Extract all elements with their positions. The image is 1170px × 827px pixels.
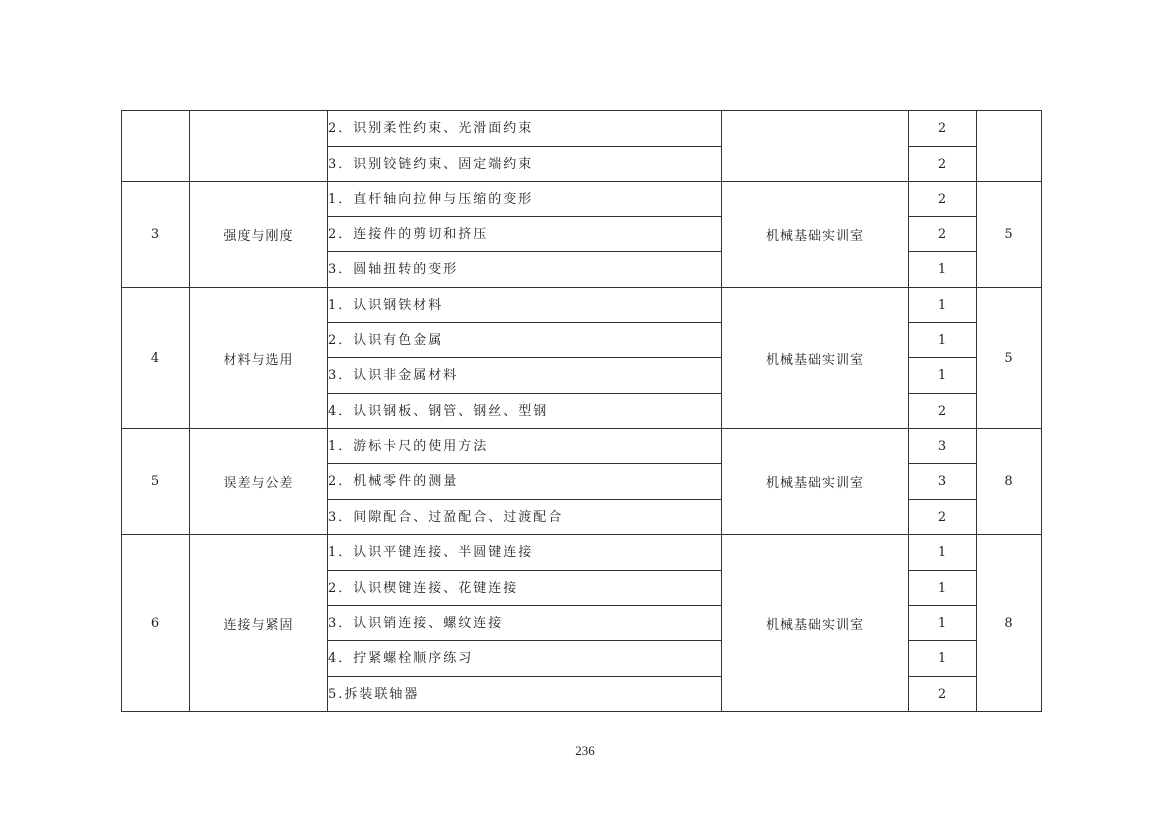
task-item-text: 1．认识平键连接、半圆键连接 xyxy=(328,545,534,560)
task-item-text: 4．认识钢板、钢管、钢丝、型钢 xyxy=(328,403,549,419)
task-item-cell xyxy=(328,429,722,464)
hours-cell: 1 xyxy=(909,535,977,571)
hours-cell: 1 xyxy=(909,606,977,641)
table-row xyxy=(122,429,1042,464)
task-item-text: 2．识别柔性约束、光滑面约束 xyxy=(328,121,534,136)
task-item-text: 1．认识钢铁材料 xyxy=(328,297,444,313)
hours-cell: 1 xyxy=(909,571,977,606)
hours-cell: 3 xyxy=(909,464,977,500)
group-number-cell xyxy=(122,111,190,182)
task-item-cell xyxy=(328,677,722,712)
hours-cell: 1 xyxy=(909,323,977,358)
group-number-cell: 4 xyxy=(122,288,190,429)
table-row xyxy=(122,111,1042,147)
task-item-text: 2．认识楔键连接、花键连接 xyxy=(328,580,519,596)
total-hours-cell: 5 xyxy=(977,182,1042,288)
lab-cell: 机械基础实训室 xyxy=(722,288,909,429)
table-row xyxy=(122,535,1042,571)
hours-cell: 2 xyxy=(909,394,977,429)
lab-cell xyxy=(722,111,909,182)
group-number-cell: 6 xyxy=(122,535,190,712)
hours-cell: 2 xyxy=(909,111,977,147)
lab-cell: 机械基础实训室 xyxy=(722,182,909,288)
task-item-cell xyxy=(328,182,722,217)
hours-cell: 1 xyxy=(909,288,977,323)
total-hours-cell: 5 xyxy=(977,288,1042,429)
task-item-text: 2．机械零件的测量 xyxy=(328,474,459,489)
task-item-cell xyxy=(328,147,722,182)
task-item-text: 4．拧紧螺栓顺序练习 xyxy=(328,651,474,666)
task-item-text: 3．认识销连接、螺纹连接 xyxy=(328,615,504,631)
curriculum-table xyxy=(121,110,1042,712)
hours-cell: 1 xyxy=(909,252,977,288)
hours-cell: 1 xyxy=(909,641,977,677)
task-item-text: 3．认识非金属材料 xyxy=(328,368,459,383)
task-item-text: 3．间隙配合、过盈配合、过渡配合 xyxy=(328,509,564,525)
hours-cell: 2 xyxy=(909,677,977,712)
group-number-cell: 3 xyxy=(122,182,190,288)
total-hours-cell: 8 xyxy=(977,535,1042,712)
hours-cell: 2 xyxy=(909,500,977,535)
task-item-cell xyxy=(328,252,722,288)
page-number: 236 xyxy=(575,743,595,758)
task-item-text: 5.拆装联轴器 xyxy=(328,686,420,702)
lab-cell: 机械基础实训室 xyxy=(722,429,909,535)
task-item-text: 2．认识有色金属 xyxy=(328,332,444,348)
total-hours-cell: 8 xyxy=(977,429,1042,535)
module-name-cell xyxy=(190,111,328,182)
task-item-cell xyxy=(328,394,722,429)
task-item-text: 2．连接件的剪切和挤压 xyxy=(328,226,489,242)
table-row xyxy=(122,182,1042,217)
task-item-cell xyxy=(328,358,722,394)
hours-cell: 2 xyxy=(909,147,977,182)
lab-cell: 机械基础实训室 xyxy=(722,535,909,712)
hours-cell: 1 xyxy=(909,358,977,394)
task-item-cell xyxy=(328,111,722,147)
module-name-cell: 连接与紧固 xyxy=(190,535,328,712)
task-item-cell xyxy=(328,464,722,500)
task-item-cell xyxy=(328,571,722,606)
table-row xyxy=(122,288,1042,323)
task-item-cell xyxy=(328,288,722,323)
task-item-cell xyxy=(328,535,722,571)
task-item-text: 1．直杆轴向拉伸与压缩的变形 xyxy=(328,191,534,207)
module-name-cell: 强度与刚度 xyxy=(190,182,328,288)
hours-cell: 3 xyxy=(909,429,977,464)
module-name-cell: 误差与公差 xyxy=(190,429,328,535)
group-number-cell: 5 xyxy=(122,429,190,535)
task-item-cell xyxy=(328,217,722,252)
module-name-cell: 材料与选用 xyxy=(190,288,328,429)
hours-cell: 2 xyxy=(909,217,977,252)
task-item-cell xyxy=(328,500,722,535)
task-item-text: 3．圆轴扭转的变形 xyxy=(328,262,459,277)
task-item-cell xyxy=(328,323,722,358)
hours-cell: 2 xyxy=(909,182,977,217)
task-item-text: 3．识别铰链约束、固定端约束 xyxy=(328,156,534,172)
task-item-text: 1．游标卡尺的使用方法 xyxy=(328,438,489,454)
task-item-cell xyxy=(328,641,722,677)
total-hours-cell xyxy=(977,111,1042,182)
task-item-cell xyxy=(328,606,722,641)
